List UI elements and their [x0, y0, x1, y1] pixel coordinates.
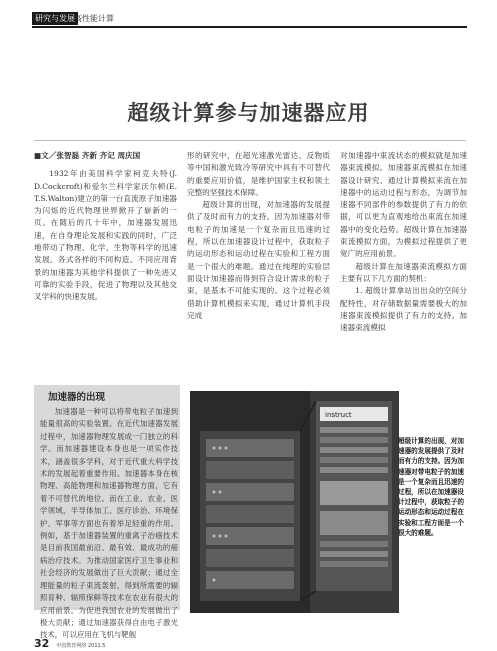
section-header: [32, 12, 467, 28]
title-divider: [34, 140, 466, 141]
sidebar-text: 加速器是一种可以将带电粒子加速到能量很高的实验装置。在近代加速器发展过程中，加速器物理发展成一门独立的科学。而加速器建设本身也是一项实作技术，涵盖很多学科，对于近代重大科学技术的发展起着重要作用。加速器本身在核物理、高能物理和加速器物理方面，它有着不可替代的地位。而在工业、农业、医学领域，半导体加工、医疗诊治、环境保护、军事等方面也有着举足轻重的作用。例如，基于加速器装置的重离子治癌技术是目前我国最前沿、最有效、最成功的癌病治疗技术。为推动国家医疗卫生事业和社会经济的发展做出了巨大贡献；通过全理能量的粒子束流轰射，得到所需要的辐照育种、辐照保鲜等技术在农业有很大的应用前景。为促进我国农业的发展做出了极大贡献；通过加速器获得自由电子激光技术，可以应用在飞机与靶舰: [40, 407, 178, 640]
section-subtitle: 高性能计算: [74, 14, 114, 23]
article-column-1: [34, 150, 177, 304]
page-number: 32: [34, 637, 50, 650]
byline: ■文／张智磊 齐新 齐记 周庆国: [34, 151, 141, 160]
sidebar-title: 加速器的出现: [48, 392, 106, 403]
photo-caption: 超级计算的出现，对加速器的发展提供了及时而有力的支持。因为加速器对带电粒子的加速是一个复杂而且迅速的过程，所以在加速器设计过程中，获取粒子的运动形态和运动过程在实验和工程方面是一个很大的难题。: [398, 437, 464, 537]
paragraph: 超级计算的出现，对加速器的发展提供了及时而有力的支持。因为加速器对带电粒子的加速是一个复杂而且迅速的过程，所以在加速器设计过程中，获取粒子的运动形态和运动过程在实验和工程方面是一个很大的难题。通过在纯理的实验层面设计加速器而得到符合设计需求的粒子束，是基本不可能实现的。这个过程必须借助计算机模拟来实现，通过计算机手段完成: [187, 200, 330, 320]
paragraph: 形的研究中，在超光速激光雷达、反物质等中国和激光致冷等研究中具有不可替代的重要应用价值，是维护国家主权和领土完整的坚强技术保障。: [187, 151, 330, 197]
article-title: 超级计算参与加速器应用: [127, 101, 370, 125]
paragraph: 超级计算在加速器束流模拟方面主要有以下几方面的契机：: [340, 261, 467, 283]
rack-brand-label: instruct: [325, 411, 352, 419]
section-tag: 研究与发展: [32, 12, 78, 25]
server-rack-photo: [190, 391, 399, 613]
article-column-2: [187, 150, 330, 322]
server-rack-illustration: [190, 391, 399, 613]
publication-name: 中国教育网络 2011.5: [56, 643, 106, 649]
page-footer: [34, 632, 106, 651]
paragraph: 对加速器中束流状态的模拟就是加速器束流模拟。加速器束流模拟在加速器设计研究、通过计算模拟来流在加速器中的运动过程与形态，为调节加速器不同部件的参数提供了有力的依据，可以更为直观地给出束流在加速器中的变化趋势。超级计算在加速器束流模拟方面，为模拟过程提供了更宽广的应用前景。: [340, 151, 467, 259]
paragraph: 1. 超级计算拿站出出众的空间分配特性，对存储数据量需要极大的加速器束流模拟提供了有力的支持。加速器束流模拟: [340, 286, 467, 333]
article-column-3: [340, 150, 467, 334]
paragraph: 1932年由美国科学家柯克夫特(J. D.Cockcroft)和爱尔兰科学家沃尔顿(E. T.S.Walton)建立的第一台直流原子加速器为闪烁的近代物理世界掀开了崭新的一页。在随后的几十年中，加速器发展迅速，在自身理论发展和实践的同时，广泛地带动了物理、化学、生物等科学的迅速发展。各式各样的不同构造、不同应用背景的加速器为其他学科提供了一种先进又可靠的实验手段，促进了物理以及其他交叉学科的快速发展。: [34, 169, 177, 302]
